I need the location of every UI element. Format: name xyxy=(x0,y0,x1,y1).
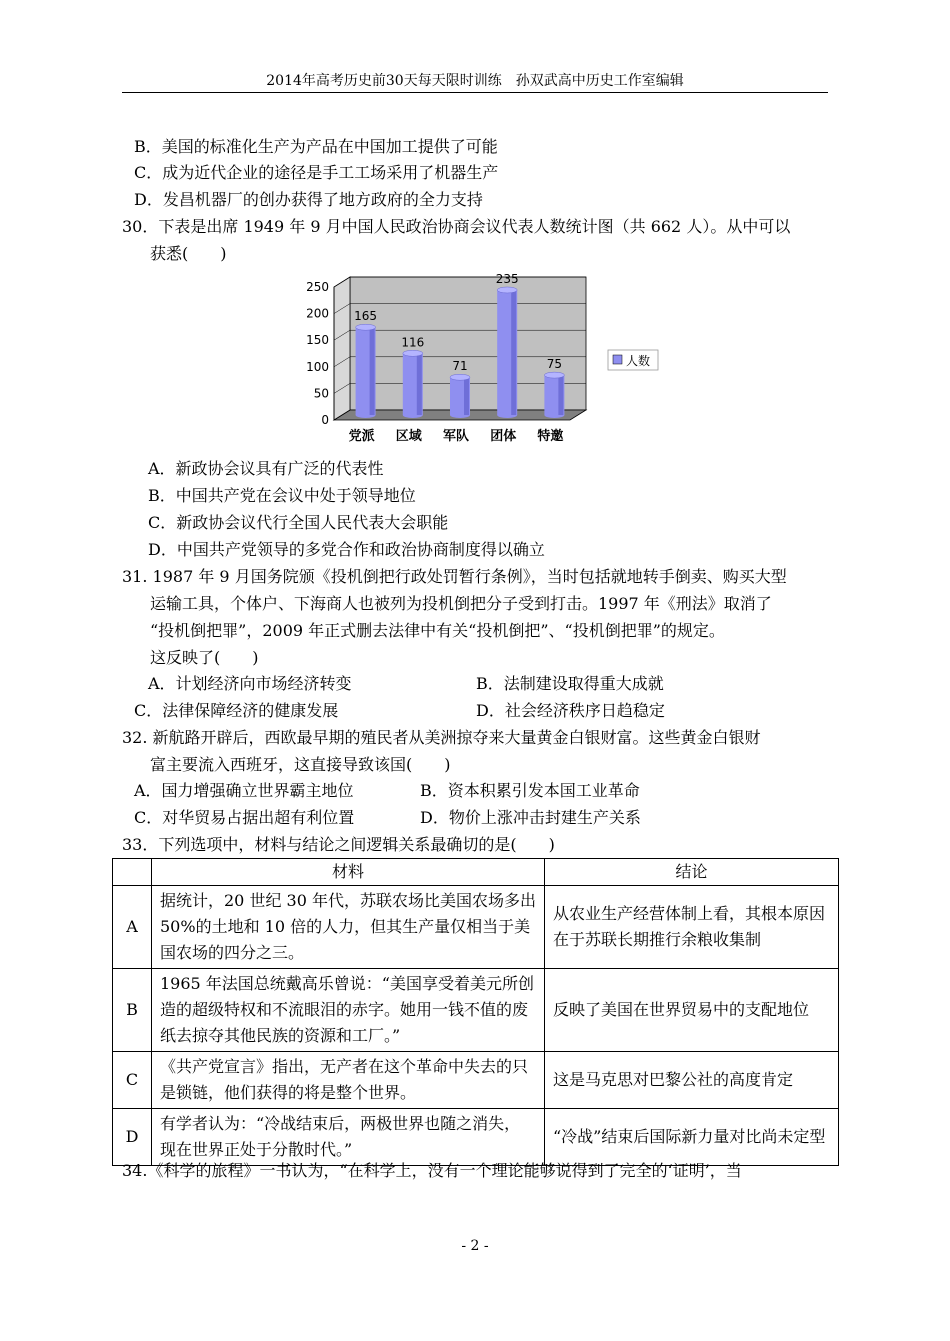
q30-option-d: D．中国共产党领导的多党合作和政治协商制度得以确立 xyxy=(148,540,545,559)
q29-option-d: D．发昌机器厂的创办获得了地方政府的全力支持 xyxy=(134,190,483,209)
table-header-row xyxy=(113,859,839,886)
table-row xyxy=(113,1052,839,1109)
x-category-label: 军队 xyxy=(442,429,470,444)
q33-stem: 33．下列选项中，材料与结论之间逻辑关系最确切的是( ) xyxy=(122,835,555,854)
chart-legend xyxy=(608,350,658,370)
row-letter: A xyxy=(113,886,152,969)
row-conclusion: 反映了美国在世界贸易中的支配地位 xyxy=(545,969,839,1052)
table-header-conclusion: 结论 xyxy=(545,859,839,886)
q32-option-d: D．物价上涨冲击封建生产关系 xyxy=(420,808,641,827)
row-conclusion: 从农业生产经营体制上看，其根本原因在于苏联长期推行余粮收集制 xyxy=(545,886,839,969)
row-letter: D xyxy=(113,1109,152,1166)
table-row xyxy=(113,886,839,969)
q30-option-a: A．新政协会议具有广泛的代表性 xyxy=(148,459,384,478)
chart-y-axis xyxy=(306,280,334,427)
row-letter: C xyxy=(113,1052,152,1109)
row-material: 有学者认为：“冷战结束后，两极世界也随之消失，现在世界正处于分散时代。” xyxy=(152,1109,545,1166)
row-material: 据统计，20 世纪 30 年代，苏联农场比美国农场多出 50%的土地和 10 倍的人力，但其生产量仅相当于美国农场的四分之三。 xyxy=(152,886,545,969)
q31-stem-line3: “投机倒把罪”，2009 年正式删去法律中有关“投机倒把”、“投机倒把罪”的规定。 xyxy=(150,621,725,640)
q32-option-c: C．对华贸易占据出超有利位置 xyxy=(134,808,355,827)
q32-stem-line2: 富主要流入西班牙，这直接导致该国( ) xyxy=(150,755,451,774)
header-rule xyxy=(122,92,828,93)
q30-option-c: C．新政协会议代行全国人民代表大会职能 xyxy=(148,513,449,532)
bar-value-label: 75 xyxy=(546,357,563,372)
q29-option-c: C．成为近代企业的途径是手工工场采用了机器生产 xyxy=(134,163,499,182)
bar xyxy=(544,372,564,418)
x-category-label: 党派 xyxy=(348,429,375,444)
x-category-label: 区域 xyxy=(395,429,422,444)
y-tick-label: 100 xyxy=(306,359,329,374)
row-conclusion: “冷战”结束后国际新力量对比尚未定型 xyxy=(545,1109,839,1166)
table-row xyxy=(113,1109,839,1166)
q32-stem-line1: 32. 新航路开辟后，西欧最早期的殖民者从美洲掠夺来大量黄金白银财富。这些黄金白银财 xyxy=(122,728,761,747)
chart-side-wall xyxy=(334,277,350,420)
bar xyxy=(356,324,376,418)
q31-stem-line1: 31. 1987 年 9 月国务院颁《投机倒把行政处罚暂行条例》，当时包括就地转手倒卖、购买大型 xyxy=(122,567,787,586)
bar-shade xyxy=(417,353,422,415)
bar-shade xyxy=(558,375,563,415)
table-header-blank xyxy=(113,859,152,886)
bar-value-label: 165 xyxy=(354,309,378,324)
q33-table xyxy=(112,858,839,1166)
q31-stem-line4: 这反映了( ) xyxy=(150,648,259,667)
bar-shade xyxy=(370,327,375,415)
q31-stem-line2: 运输工具，个体户、下海商人也被列为投机倒把分子受到打击。1997 年《刑法》取消了 xyxy=(150,594,772,613)
x-category-label: 团体 xyxy=(490,429,517,444)
q32-option-b: B．资本积累引发本国工业革命 xyxy=(420,781,640,800)
page-header: 2014年高考历史前30天每天限时训练 孙双武高中历史工作室编辑 xyxy=(266,73,684,89)
bar-value-label: 235 xyxy=(495,271,519,286)
row-conclusion: 这是马克思对巴黎公社的高度肯定 xyxy=(545,1052,839,1109)
table-row xyxy=(113,969,839,1052)
q30-option-b: B．中国共产党在会议中处于领导地位 xyxy=(148,486,416,505)
bar xyxy=(450,374,470,418)
y-tick-label: 0 xyxy=(321,413,329,427)
y-tick-label: 50 xyxy=(313,386,329,401)
page-number: - 2 - xyxy=(461,1238,489,1254)
bar-value-label: 71 xyxy=(452,359,468,374)
row-letter: B xyxy=(113,969,152,1052)
delegates-bar-chart xyxy=(298,268,668,448)
q34-stem-line1: 34.《科学的旅程》一书认为，“在科学上，没有一个理论能够说得到了完全的‘证明’，当 xyxy=(122,1161,742,1180)
y-tick-label: 250 xyxy=(306,280,329,294)
q31-option-d: D．社会经济秩序日趋稳定 xyxy=(476,701,665,720)
row-material: 《共产党宣言》指出，无产者在这个革命中失去的只是锁链，他们获得的将是整个世界。 xyxy=(152,1052,545,1109)
q30-stem-line2: 获悉( ) xyxy=(150,244,227,263)
y-tick-label: 150 xyxy=(306,333,329,348)
x-category-label: 特邀 xyxy=(537,429,564,444)
table-header-material: 材料 xyxy=(152,859,545,886)
bar-top xyxy=(403,350,423,356)
q31-option-a: A．计划经济向市场经济转变 xyxy=(148,674,352,693)
bar-top xyxy=(544,372,564,378)
bar-top xyxy=(356,324,376,330)
bar-shade xyxy=(511,290,516,415)
bar-top xyxy=(497,287,517,293)
y-tick-label: 200 xyxy=(306,306,329,321)
q29-option-b: B．美国的标准化生产为产品在中国加工提供了可能 xyxy=(134,137,498,156)
q32-option-a: A．国力增强确立世界霸主地位 xyxy=(134,781,354,800)
bar xyxy=(497,287,517,418)
legend-swatch xyxy=(613,355,622,364)
bar-top xyxy=(450,374,470,380)
legend-label: 人数 xyxy=(626,354,651,368)
row-material: 1965 年法国总统戴高乐曾说：“美国享受着美元所创造的超级特权和不流眼泪的赤字。她用一钱不值的废纸去掠夺其他民族的资源和工厂。” xyxy=(152,969,545,1052)
bar-value-label: 116 xyxy=(401,335,425,350)
bar-shade xyxy=(464,377,469,415)
q31-option-c: C．法律保障经济的健康发展 xyxy=(134,701,339,720)
q30-stem-line1: 30．下表是出席 1949 年 9 月中国人民政治协商会议代表人数统计图（共 662 人）。从中可以 xyxy=(122,217,791,236)
q31-option-b: B．法制建设取得重大成就 xyxy=(476,674,664,693)
bar xyxy=(403,350,423,418)
